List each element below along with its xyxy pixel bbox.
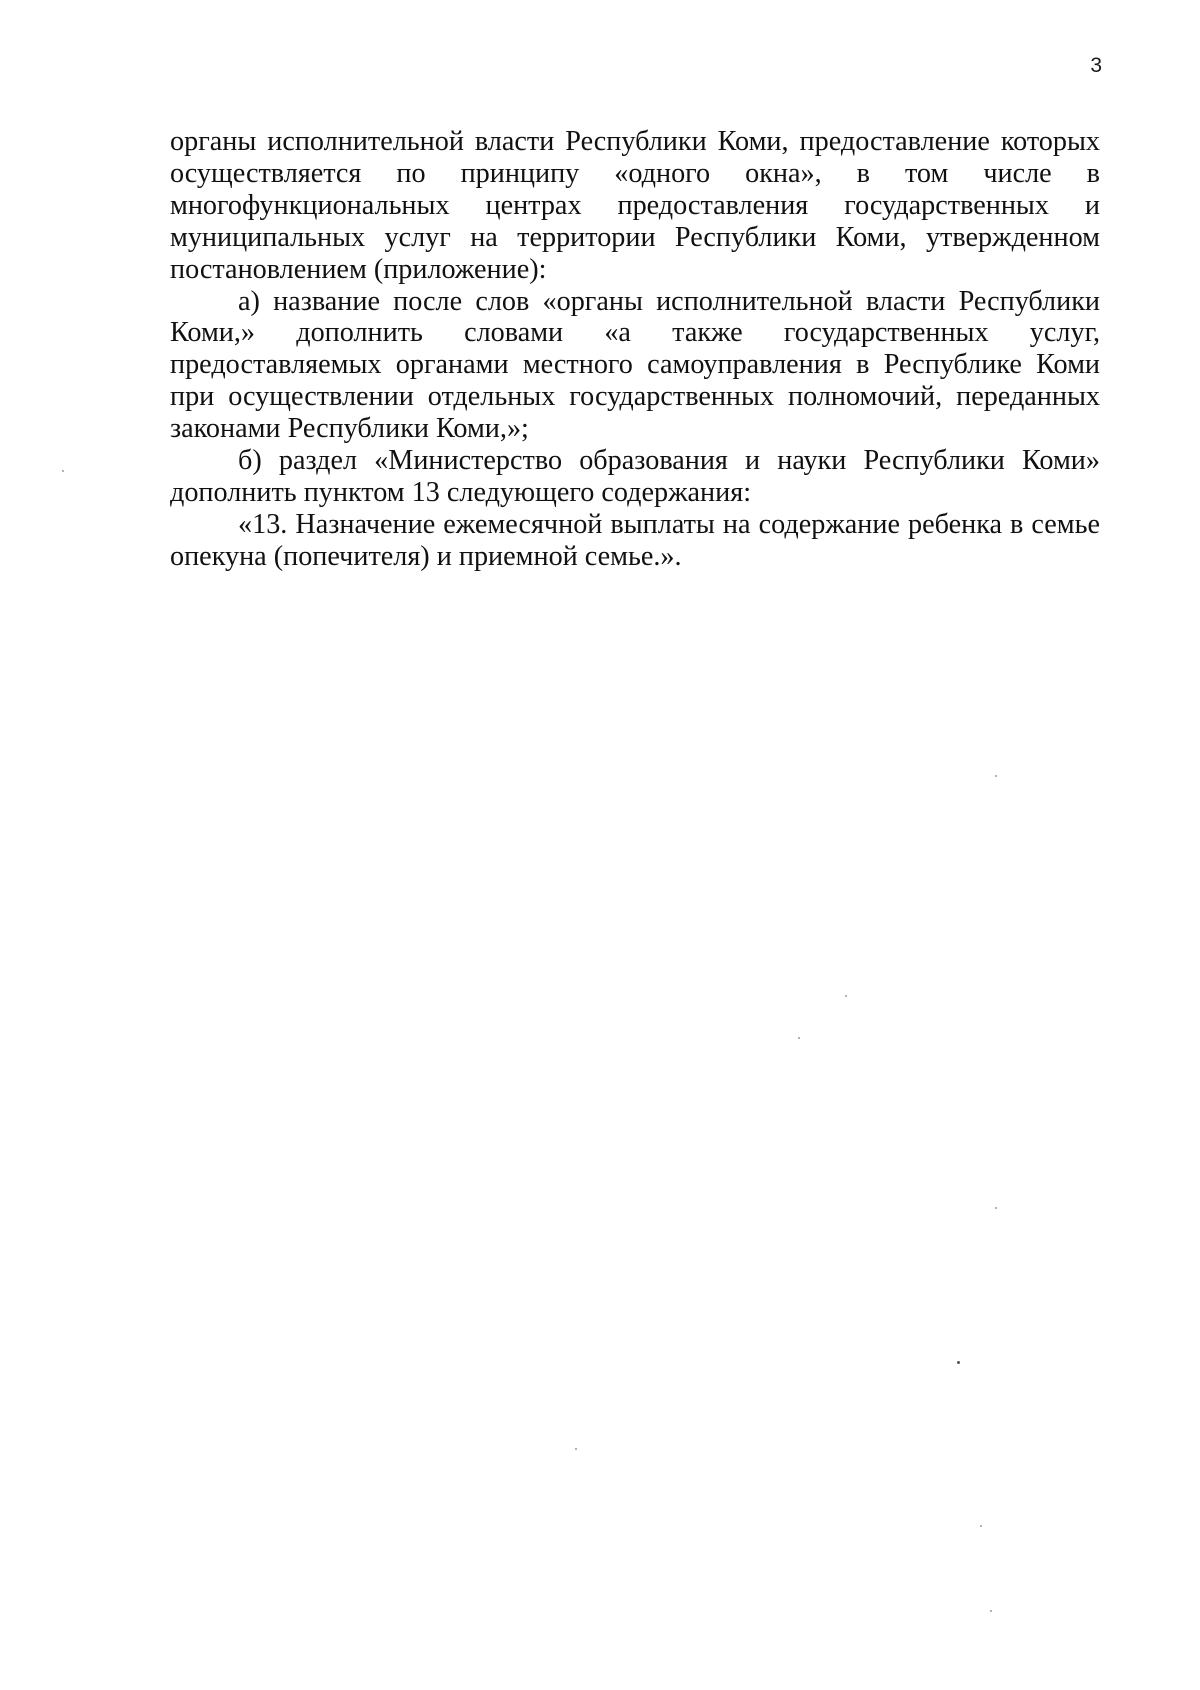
paragraph-item-a: а) название после слов «органы исполнительной власти Республики Коми,» дополнить словами «а также государственных услуг, предоставляемых органами местного самоуправления в Республике Коми при осуществлении отдельных государственных полномочий, переданных законами Республики Коми,»; bbox=[170, 285, 1100, 445]
scan-speck bbox=[957, 1361, 960, 1364]
scan-speck bbox=[980, 1525, 982, 1527]
page-number: 3 bbox=[1090, 54, 1102, 77]
scan-speck bbox=[995, 775, 997, 777]
document-body bbox=[170, 126, 1100, 573]
paragraph-point-13: «13. Назначение ежемесячной выплаты на содержание ребенка в семье опекуна (попечителя) и приемной семье.». bbox=[170, 508, 1100, 572]
scan-speck bbox=[995, 1207, 997, 1209]
scan-speck bbox=[798, 1037, 800, 1039]
scan-speck bbox=[990, 1610, 992, 1612]
scan-speck bbox=[845, 995, 847, 997]
scan-speck bbox=[62, 470, 64, 472]
paragraph-item-b: б) раздел «Министерство образования и науки Республики Коми» дополнить пунктом 13 следующего содержания: bbox=[170, 445, 1100, 508]
paragraph-continuation: органы исполнительной власти Республики Коми, предоставление которых осуществляется по принципу «одного окна», в том числе в многофункциональных центрах предоставления государственных и муниципальных услуг на территории Республики Коми, утвержденном постановлением (приложение): bbox=[170, 126, 1100, 285]
scan-speck bbox=[575, 1448, 577, 1450]
